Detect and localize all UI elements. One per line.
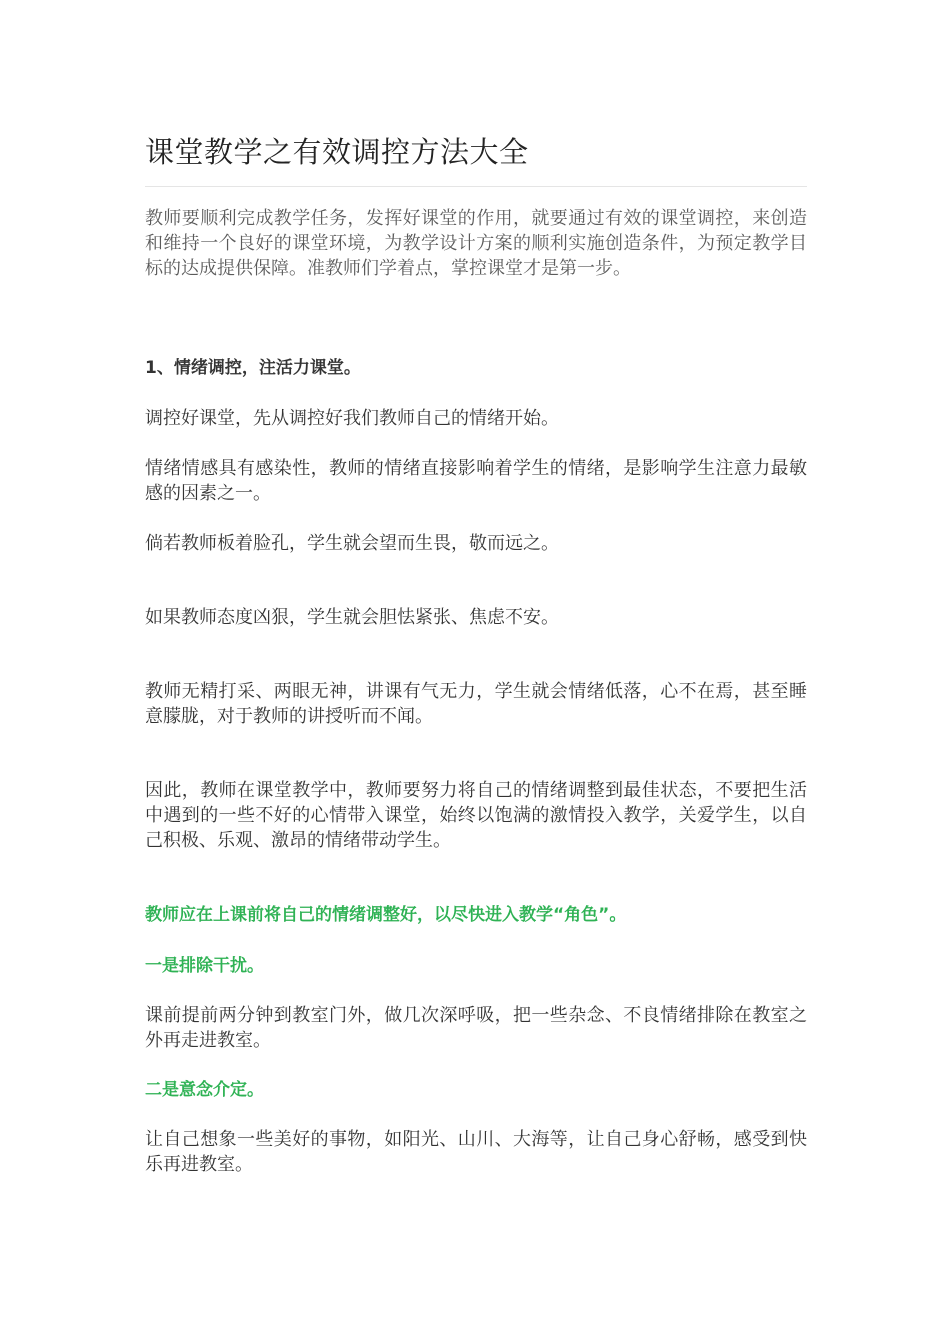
point-text: 课前提前两分钟到教室门外，做几次深呼吸，把一些杂念、不良情绪排除在教室之外再走进教室。 xyxy=(145,1005,807,1051)
body-paragraph: 教师无精打采、两眼无神，讲课有气无力，学生就会情绪低落，心不在焉，甚至睡意朦胧，对于教师的讲授听而不闻。 xyxy=(145,681,807,727)
page-title: 课堂教学之有效调控方法大全 xyxy=(145,135,529,169)
point-title: 一是排除干扰。 xyxy=(145,956,264,976)
highlight-heading: 教师应在上课前将自己的情绪调整好，以尽快进入教学“角色”。 xyxy=(145,905,627,925)
body-paragraph: 调控好课堂，先从调控好我们教师自己的情绪开始。 xyxy=(145,408,559,429)
body-paragraph: 情绪情感具有感染性，教师的情绪直接影响着学生的情绪，是影响学生注意力最敏感的因素之一。 xyxy=(145,458,807,504)
body-paragraph: 因此，教师在课堂教学中，教师要努力将自己的情绪调整到最佳状态，不要把生活中遇到的一些不好的心情带入课堂，始终以饱满的激情投入教学，关爱学生，以自己积极、乐观、激昂的情绪带动学生。 xyxy=(145,780,807,851)
section-heading: 1、情绪调控，注活力课堂。 xyxy=(145,358,361,378)
title-divider xyxy=(145,186,807,187)
point-text: 让自己想象一些美好的事物，如阳光、山川、大海等，让自己身心舒畅，感受到快乐再进教室。 xyxy=(145,1129,807,1175)
point-title: 二是意念介定。 xyxy=(145,1080,264,1100)
body-paragraph: 如果教师态度凶狠，学生就会胆怯紧张、焦虑不安。 xyxy=(145,607,559,628)
body-paragraph: 倘若教师板着脸孔，学生就会望而生畏，敬而远之。 xyxy=(145,533,559,554)
intro-paragraph: 教师要顺利完成教学任务，发挥好课堂的作用，就要通过有效的课堂调控，来创造和维持一个良好的课堂环境，为教学设计方案的顺利实施创造条件，为预定教学目标的达成提供保障。准教师们学着点，掌控课堂才是第一步。 xyxy=(145,208,807,279)
